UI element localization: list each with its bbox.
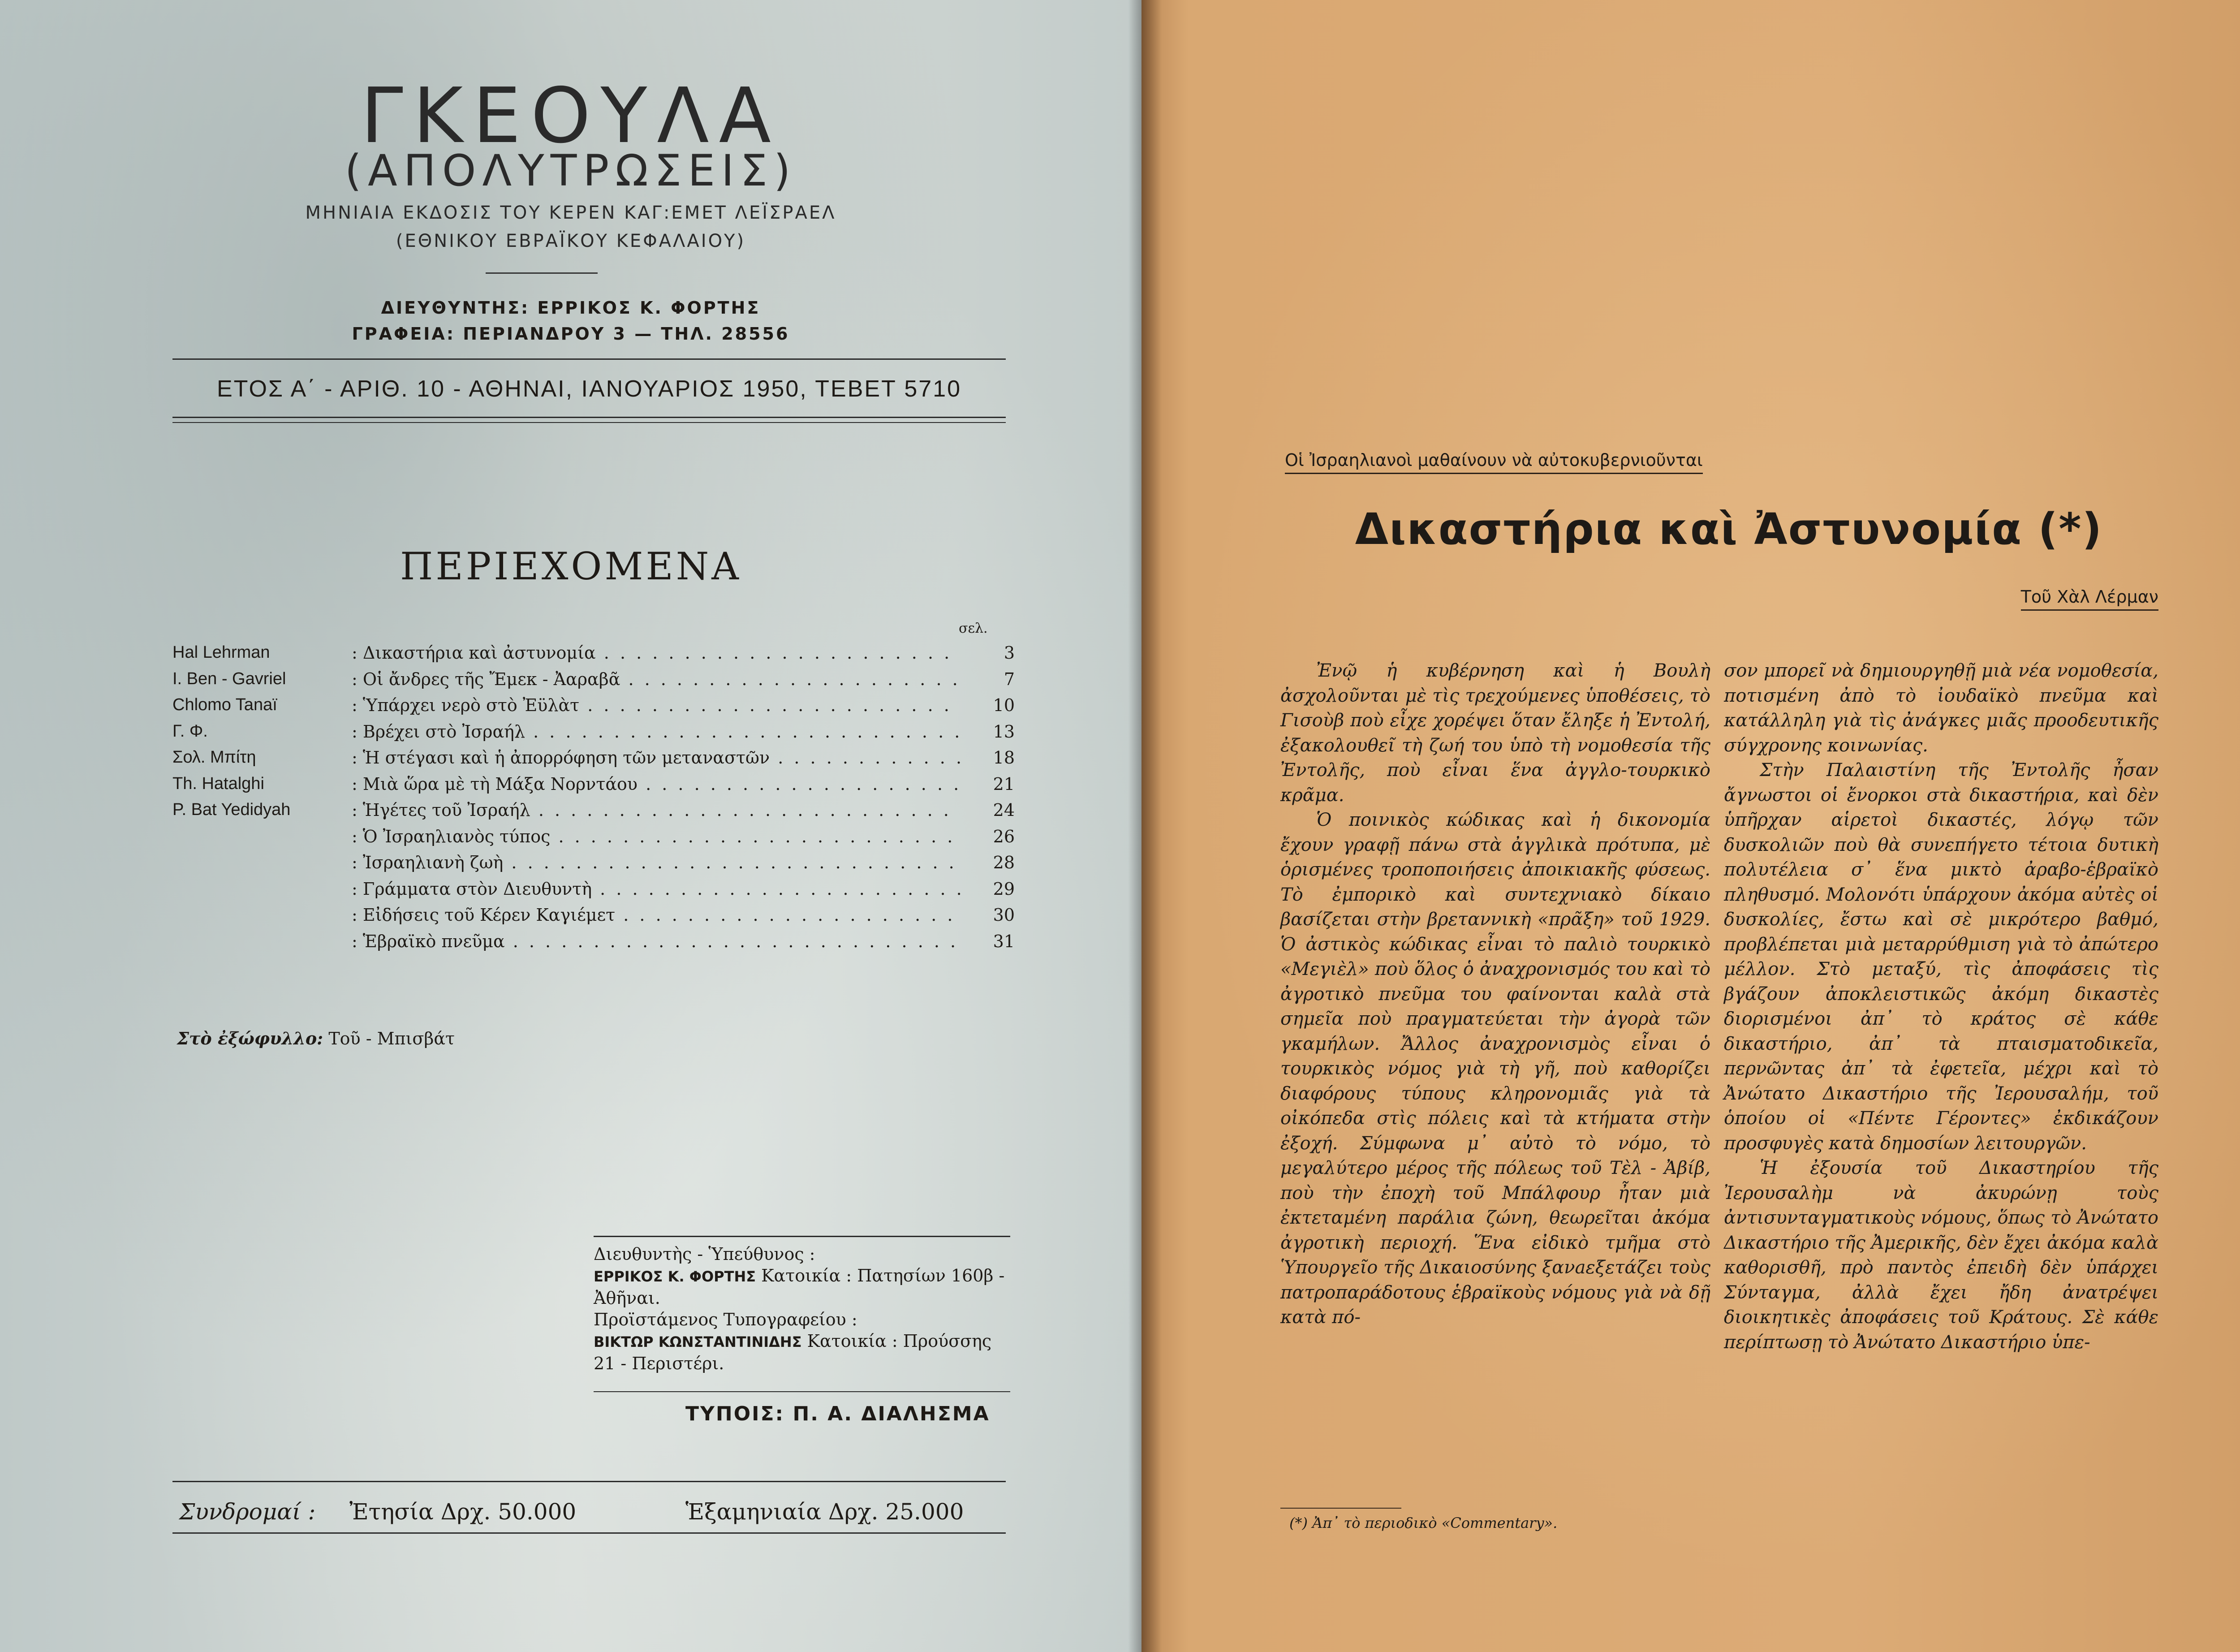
rule-issue-1	[172, 417, 1006, 418]
imprint-printer-name: ΒΙΚΤΩΡ ΚΩΝΣΤΑΝΤΙΝΙΔΗΣ	[594, 1333, 802, 1350]
paragraph: σον μπορεῖ νὰ δημιουργηθῇ μιὰ νέα νομοθεσία, ποτισμένη ἀπὸ τὸ ἰουδαϊκὸ πνεῦμα καὶ κατάλληλη γιὰ τὶς ἀνάγκες μιᾶς προοδευτικῆς σύγχρονης κοινωνίας.	[1724, 660, 2158, 756]
imprint-director-label: Διευθυντὴς - Ὑπεύθυνος :	[594, 1244, 815, 1264]
paragraph: Ὁ ποινικὸς κώδικας καὶ ἡ δικονομία ἔχουν γραφῇ πάνω στὰ ἀγγλικὰ πρότυπα, μὲ ὁρισμένες τροποποιήσεις ἀποικιακῆς φύσεως. Τὸ ἐμπορικὸ καὶ συντεχνιακὸ δίκαιο βασίζεται στὴν βρεταννικὴ «πρᾶξη» τοῦ 1929. Ὁ ἀστικὸς κώδικας εἶναι τὸ παλιὸ τουρκικὸ «Μεγιὲλ» ποὺ ὅλος ὁ ἀναχρονισμός του καὶ τὸ ἀγροτικὸ πνεῦμα του φαίνονται καλὰ στὰ σημεῖα ποὺ πραγματεύεται τὴν ἀγορὰ τῶν γκαμήλων. Ἄλλος ἀναχρονισμὸς εἶναι ὁ τουρκικὸς νόμος γιὰ τὴ γῆ, ποὺ καθορίζει διαφόρους τύπους κληρονομιᾶς γιὰ τὰ οἰκόπεδα στὶς πόλεις καὶ τὰ κτήματα στὴν ἐξοχή. Σύμφωνα μ᾽ αὐτὸ τὸ νόμο, τὸ μεγαλύτερο μέρος τῆς πόλεως τοῦ Τὲλ - Ἀβίβ, ποὺ τὴν ἐποχὴ τοῦ Μπάλφουρ ἦταν μιὰ ἐκτεταμένη παράλια ζώνη, θεωρεῖται ἀκόμα ἀγροτικὴ περιοχή. Ἕνα εἰδικὸ τμῆμα στὸ Ὑπουργεῖο τῆς Δικαιοσύνης ξανaεξετάζει τοὺς πατροπαράδοτους ἑβραϊκοὺς νόμους γιὰ νὰ δῇ κατὰ πό-	[1280, 810, 1710, 1328]
toc-title-text: : Ὁ Ἰσραηλιανὸς τύπος . . .	[352, 827, 961, 846]
rule-printer	[594, 1391, 1010, 1392]
toc-row[interactable]	[172, 669, 1015, 696]
imprint-director-name: ΕΡΡΙΚΟΣ Κ. ΦΟΡΤΗΣ	[594, 1268, 756, 1285]
table-of-contents	[172, 643, 1015, 958]
toc-page: 24	[993, 800, 1015, 820]
toc-page: 13	[993, 721, 1015, 742]
toc-author: Γ. Φ.	[172, 721, 208, 741]
toc-title-text: : Δικαστήρια καὶ ἀστυνομία . . .	[352, 643, 961, 663]
toc-author: I. Ben - Gavriel	[172, 669, 286, 688]
rule-top	[172, 358, 1006, 360]
toc-author: Σολ. Μπίτη	[172, 748, 256, 767]
toc-row[interactable]	[172, 748, 1015, 774]
article-column-2	[1724, 659, 2158, 1355]
toc-page: 3	[1004, 643, 1015, 663]
toc-title-text: : Ἡ στέγασι καὶ ἡ ἀπορρόφηση τῶν μεταναστῶν . . .	[352, 748, 961, 768]
toc-row[interactable]	[172, 695, 1015, 722]
imprint	[594, 1243, 1010, 1374]
subs-label: Συνδρομαί :	[179, 1499, 316, 1525]
toc-author: Chlomo Tanaï	[172, 695, 277, 714]
article-page	[1142, 0, 2240, 1652]
toc-title-text: : Οἱ ἄνδρες τῆς Ἔμεκ - Ἀαραβᾶ . . .	[352, 669, 961, 689]
toc-page: 26	[993, 826, 1015, 846]
toc-row[interactable]	[172, 800, 1015, 827]
toc-page: 18	[993, 748, 1015, 768]
toc-page: 10	[993, 695, 1015, 715]
publisher-line-2: (ΕΘΝΙΚΟΥ ΕΒΡΑΪΚΟΥ ΚΕΦΑΛΑΙΟΥ)	[396, 231, 746, 251]
toc-title: ΠΕΡΙΕΧΟΜΕΝΑ	[400, 544, 741, 588]
imprint-printer-label: Προϊστάμενος Τυπογραφείου :	[594, 1310, 857, 1329]
rule-issue-2	[172, 422, 1006, 423]
toc-author: Th. Hatalghi	[172, 774, 264, 793]
magazine-subtitle: (ΑΠΟΛΥΤΡΩΣΕΙΣ)	[345, 146, 797, 196]
toc-row[interactable]	[172, 827, 1015, 853]
toc-title-text: : Γράμματα στὸν Διευθυντὴ . . .	[352, 879, 961, 899]
toc-page: 21	[993, 774, 1015, 794]
toc-author: Hal Lehrman	[172, 643, 270, 662]
footnote-rule	[1280, 1508, 1401, 1509]
cover-credit-label: Στὸ ἐξώφυλλο:	[177, 1028, 323, 1048]
toc-row[interactable]	[172, 643, 1015, 669]
publisher-line-1: ΜΗΝΙΑΙΑ ΕΚΔΟΣΙΣ ΤΟΥ ΚΕΡΕΝ ΚΑΓ:ΕΜΕΤ ΛΕΪΣΡΑΕΛ	[305, 203, 836, 223]
article-byline: Τοῦ Χὰλ Λέρμαν	[2021, 587, 2158, 611]
gutter-shadow	[1142, 0, 1162, 1652]
rule-imprint	[594, 1236, 1010, 1237]
toc-title-text: : Ὑπάρχει νερὸ στὸ Ἐϋλὰτ . . .	[352, 695, 961, 715]
toc-title-text: : Μιὰ ὥρα μὲ τὴ Μάξα Νορντάου . . .	[352, 774, 961, 794]
article-headline: Δικαστήρια καὶ Ἀστυνομία (*)	[1355, 504, 2103, 554]
toc-title-text: : Ἡγέτες τοῦ Ἰσραήλ . . .	[352, 800, 961, 820]
toc-page: 30	[993, 905, 1015, 925]
toc-author: P. Bat Yedidyah	[172, 800, 291, 819]
cover-credit	[177, 1028, 455, 1048]
office-line: ΓΡΑΦΕΙΑ: ΠΕΡΙΑΝΔΡΟΥ 3 — ΤΗΛ. 28556	[352, 324, 790, 344]
article-kicker: Οἱ Ἰσραηλιανοὶ μαθαίνουν νὰ αὐτοκυβερνιοῦνται	[1285, 450, 1703, 474]
paragraph: Ἐνῷ ἡ κυβέρνηση καὶ ἡ Βουλὴ ἀσχολοῦνται μὲ τὶς τρεχούμενες ὑποθέσεις, τὸ Γισοὺβ ποὺ εἶχε χορέψει ὅταν ἔληξε ἡ Ἐντολή, ἐξακολουθεῖ τὴ ζωή του ὑπὸ τὴ νομοθεσία τῆς Ἐντολῆς, ποὺ εἶναι ἕνα ἀγγλο-τουρκικὸ κρᾶμα.	[1280, 660, 1710, 806]
rule-subs-top	[172, 1481, 1006, 1482]
imprint-printer-address: Κατοικία : Προύσσης 21 - Περιστέρι.	[594, 1331, 992, 1373]
toc-row[interactable]	[172, 905, 1015, 932]
paragraph: Στὴν Παλαιστίνη τῆς Ἐντολῆς ἦσαν ἄγνωστοι οἱ ἔνορκοι στὰ δικαστήρια, καὶ δὲν ὑπῆρχαν αἱρετοὶ δικαστές, λόγῳ τῶν δυσκολιῶν ποὺ θὰ συνεπήγετο τέτοια δυτικὴ πολυτέλεια σ᾽ ἕνα μικτὸ ἀραβο-ἑβραϊκὸ πληθυσμό. Μολονότι ὑπάρχουν ἀκόμα αὐτὲς οἱ δυσκολίες, ἔστω καὶ σὲ μικρότερο βαθμό, προβλέπεται μιὰ μεταρρύθμιση γιὰ τὸ ἀπώτερο μέλλον. Στὸ μεταξύ, τὶς ἀποφάσεις τὶς βγάζουν ἀποκλειστικῶς ἀκόμη δικαστὲς διορισμένοι ἀπ᾽ τὸ κράτος σὲ κάθε δικαστήριο, ἀπ᾽ τὰ πταισματοδικεῖα, περνῶντας ἀπ᾽ τὰ ἐφετεῖα, μέχρι καὶ τὸ Ἀνώτατο Δικαστήριο τῆς Ἰερουσαλήμ, τοῦ ὁποίου οἱ «Πέντε Γέροντες» ἐκδικάζουν προσφυγὲς κατὰ δημοσίων λειτουργῶν.	[1724, 760, 2158, 1154]
issue-line: ΕΤΟΣ Α΄ - ΑΡΙΘ. 10 - ΑΘΗΝΑΙ, ΙΑΝΟΥΑΡΙΟΣ 1950, ΤΕΒΕΤ 5710	[216, 376, 962, 402]
toc-title-text: : Ἰσραηλιανὴ ζωὴ . . .	[352, 853, 961, 872]
subs-half: Ἑξαμηνιαία Δρχ. 25.000	[685, 1499, 964, 1525]
cover-credit-value: Τοῦ - Μπισβάτ	[328, 1029, 455, 1048]
director-line: ΔΙΕΥΘΥΝΤΗΣ: ΕΡΡΙΚΟΣ Κ. ΦΟΡΤΗΣ	[381, 298, 761, 318]
toc-row[interactable]	[172, 774, 1015, 801]
toc-page: 28	[993, 853, 1015, 872]
toc-page-header: σελ.	[959, 621, 988, 636]
magazine-logo: ΓΚΕΟΥΛΑ	[361, 72, 781, 160]
toc-page: 29	[993, 879, 1015, 899]
imprint-director-address: Κατοικία : Πατησίων 160β - Ἀθῆναι.	[594, 1266, 1005, 1308]
rule-subs-bottom	[172, 1532, 1006, 1534]
footnote: (*) Ἀπ᾽ τὸ περιοδικὸ «Commentary».	[1289, 1514, 1558, 1531]
paragraph: Ἡ ἐξουσία τοῦ Δικαστηρίου τῆς Ἰερουσαλὴμ νὰ ἀκυρώνῃ τοὺς ἀντισυνταγματικοὺς νόμους, ὅπως τὸ Ἀνώτατο Δικαστήριο τῆς Ἀμερικῆς, δὲν ἔχει ἀκόμα καλὰ καθορισθῆ, πρὸ παντὸς ἐπειδὴ δὲν ὑπάρχει Σύνταγμα, ἀλλὰ ἔχει ἤδη ἀνατρέψει διοικητικὲς ἀποφάσεις τοῦ Κράτους. Σὲ κάθε περίπτωσῃ τὸ Ἀνώτατο Δικαστήριο ὑπε-	[1724, 1158, 2158, 1353]
subs-annual: Ἐτησία Δρχ. 50.000	[349, 1499, 577, 1525]
toc-title-text: : Ἑβραϊκὸ πνεῦμα . . .	[352, 932, 961, 951]
toc-row[interactable]	[172, 879, 1015, 906]
article-column-1	[1280, 659, 1710, 1330]
toc-page: 7	[1004, 669, 1015, 689]
toc-title-text: : Βρέχει στὸ Ἰσραήλ . . .	[352, 722, 961, 742]
toc-page: 31	[993, 931, 1015, 951]
divider	[486, 272, 598, 274]
printer-line: ΤΥΠΟΙΣ: Π. Α. ΔΙΑΛΗΣΜΑ	[685, 1402, 990, 1425]
toc-title-text: : Εἰδήσεις τοῦ Κέρεν Καγιέμετ . . .	[352, 905, 961, 925]
toc-row[interactable]	[172, 722, 1015, 748]
toc-row[interactable]	[172, 932, 1015, 958]
toc-row[interactable]	[172, 853, 1015, 879]
